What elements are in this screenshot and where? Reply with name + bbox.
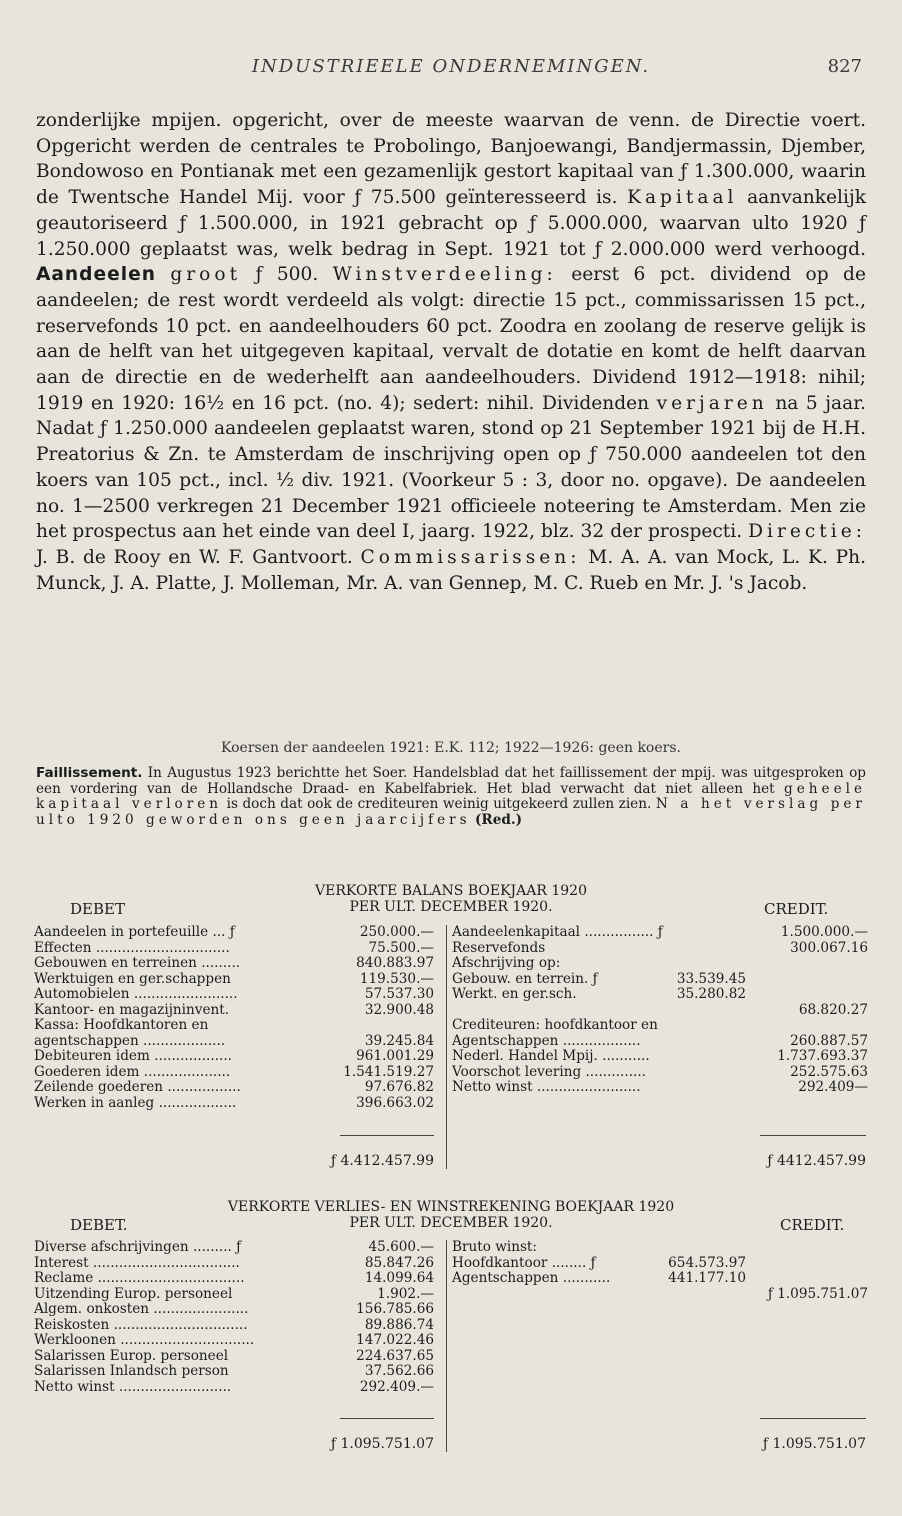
ledger-row-amount — [750, 1018, 868, 1033]
ledger-row-amount: 252.575.63 — [790, 1063, 868, 1080]
ledger-row-subamount — [656, 1065, 746, 1080]
ledger-row-amount: 300.067.16 — [790, 939, 868, 956]
balans-divider — [446, 925, 447, 1169]
ledger-row-amount: 1.902.— — [377, 1285, 434, 1302]
ledger-row-amount: 292.409.— — [359, 1378, 434, 1395]
ledger-row-label: Kantoor- en magazijninvent. — [34, 1001, 230, 1018]
running-header — [36, 56, 866, 86]
vw-divider — [446, 1240, 447, 1452]
ledger-row-amount: 14.099.64 — [364, 1270, 434, 1286]
ledger-row-label: agentschappen ................... — [34, 1032, 226, 1049]
ledger-row-amount: 68.820.27 — [798, 1001, 868, 1018]
red-note: (Red.) — [474, 811, 523, 828]
text-run: na 5 jaar. Nadat ƒ 1.250.000 aandeelen geplaatst waren, stond op 21 September 1921 bij de H.H. Preatorius & Zn. te Amsterdam de inschrijving open op ƒ 750.000 aandeelen tot den koers van 105 pct., incl. ½ div. 1921. (Voorkeur 5 : 3, door no. opgave). De aandeelen no. 1—2500 verkregen 21 December 1921 officieele noteering te Amsterdam. Men zie het prospectus aan het einde van deel I, jaarg. 1922, blz. 32 der prospecti. — [36, 392, 866, 543]
balans-debet-header: DEBET — [70, 900, 125, 918]
ledger-row-amount — [750, 972, 868, 987]
ledger-row-label: Zeilende goederen ................. — [34, 1079, 241, 1095]
ledger-row-label: Interest .................................. — [34, 1254, 240, 1271]
spaced-text: N a het verslag per ulto 1920 geworden ons geen jaarcijfers — [36, 796, 866, 828]
groot-label: groot — [170, 264, 242, 286]
vw-title: VERKORTE VERLIES- EN WINSTREKENING BOEKJAAR 1920 — [227, 1199, 675, 1215]
vw-total-debet: ƒ 1.095.751.07 — [330, 1436, 434, 1452]
faillissement-heading: Faillissement. — [36, 765, 143, 781]
ledger-row-label: Salarissen Europ. personeel — [34, 1347, 229, 1364]
ledger-row-amount — [324, 1018, 434, 1033]
vw-credit-header: CREDIT. — [780, 1216, 845, 1234]
ledger-row-amount: 45.600.— — [368, 1239, 434, 1255]
ledger-row-subamount — [656, 1018, 746, 1033]
ledger-row-amount: 292.409— — [798, 1079, 868, 1095]
ledger-row-label: Gebouw. en terrein. ƒ — [452, 970, 598, 987]
ledger-row-label: Werken in aanleg .................. — [34, 1094, 237, 1111]
ledger-row-amount: 156.785.66 — [356, 1301, 434, 1317]
ledger-row-amount: 1.541.519.27 — [343, 1063, 434, 1080]
ledger-row-subamount — [656, 925, 746, 940]
ledger-row-amount: 840.883.97 — [356, 955, 434, 971]
company-description — [36, 108, 866, 596]
koersen-line: Koersen der aandeelen 1921: E.K. 112; 1922—1926: geen koers. — [221, 740, 681, 756]
directie-label: Directie: — [748, 521, 866, 543]
ledger-row-amount — [750, 1256, 868, 1271]
verjaren-label: verjaren — [656, 392, 768, 414]
ledger-row-amount: 396.663.02 — [356, 1094, 434, 1111]
text-run: J. B. de Rooy en W. F. Gantvoort. — [36, 546, 353, 568]
text-run: zonderlijke mpijen. opgericht, over de meeste waarvan de venn. de Directie voert. Opgericht werden de centrales te Probolingo, Banjoewangi, Bandjermassin, Djember, Bondowoso en Pontianak met een gezamenlijk gestort kapitaal van ƒ 1.300.000, waarin de Twentsche Handel Mij. voor ƒ 75.500 geïnteresseerd is. — [36, 110, 866, 209]
ledger-row-label: Afschrijving op: — [452, 955, 561, 971]
balans-title: VERKORTE BALANS BOEKJAAR 1920 — [315, 883, 587, 899]
vw-debet-table — [34, 1240, 446, 1420]
rule — [760, 1418, 866, 1419]
ledger-row-amount: 89.886.74 — [364, 1316, 434, 1333]
ledger-row-amount: 961.001.29 — [356, 1048, 434, 1064]
balans-total-debet: ƒ 4.412.457.99 — [330, 1153, 434, 1169]
ledger-row-subamount: 35.280.82 — [676, 986, 746, 1002]
ledger-row-subamount — [656, 1003, 746, 1018]
ledger-row-subamount — [656, 1034, 746, 1049]
ledger-row-label: Voorschot levering .............. — [452, 1063, 646, 1080]
ledger-row-label: Werktuigen en ger.schappen — [34, 970, 231, 987]
ledger-row-label: Aandeelen in portefeuille ... ƒ — [34, 924, 235, 940]
ledger-row-subamount — [656, 1240, 746, 1255]
text-run: eerst 6 pct. dividend op de aandeelen; de rest wordt verdeeld als volgt: directie 15 pct., commissarissen 15 pct., reservefonds 10 pct. en aandeelhouders 60 pct. Zoodra en zoolang de reserve gelijk is aan de helft van het uitgegeven kapitaal, vervalt de dotatie en komt de helft daarvan aan de directie en de wederhelft aan aandeelhouders. Dividend 1912—1918: nihil; 1919 en 1920: 16½ en 16 pct. (no. 4); sedert: nihil. Dividenden — [36, 264, 866, 414]
ledger-row-amount: 250.000.— — [359, 924, 434, 940]
ledger-row-label: Bruto winst: — [452, 1239, 537, 1255]
ledger-row-amount: 75.500.— — [368, 939, 434, 956]
ledger-row-label: Reclame .................................. — [34, 1270, 245, 1286]
vw-subtitle: PER ULT. DECEMBER 1920. — [349, 1215, 553, 1231]
balans-total-credit: ƒ 4412.457.99 — [767, 1153, 866, 1169]
aandeelen-label: Aandeelen — [36, 264, 156, 286]
ledger-row-amount: 97.676.82 — [364, 1079, 434, 1095]
ledger-row-label: Automobielen ........................ — [34, 986, 238, 1002]
ledger-row-amount: 32.900.48 — [364, 1001, 434, 1018]
ledger-row-amount: 147.022.46 — [356, 1332, 434, 1348]
ledger-row-label: Aandeelenkapitaal ................ ƒ — [452, 924, 663, 940]
ledger-row-label: Hoofdkantoor ........ ƒ — [452, 1254, 596, 1271]
rule — [340, 1418, 434, 1419]
ledger-row-amount: 224.637.65 — [356, 1347, 434, 1364]
text-run: In Augustus 1923 berichtte het Soer. Handelsblad dat het faillissement der mpij. was uitgesproken op een vordering van de Hollandsche Draad- en Kabelfabriek. Het blad verwacht dat niet alleen het — [36, 765, 867, 797]
ledger-row-amount: ƒ 1.095.751.07 — [767, 1285, 868, 1302]
ledger-row-subamount — [656, 1049, 746, 1064]
rule — [340, 1135, 434, 1136]
ledger-row-label: Netto winst ........................ — [452, 1079, 641, 1095]
balans-credit-header: CREDIT. — [764, 900, 829, 918]
ledger-row-subamount — [656, 1287, 746, 1302]
ledger-row-label: Gebouwen en terreinen ......... — [34, 955, 241, 971]
page-title: INDUSTRIEELE ONDERNEMINGEN. — [251, 56, 651, 77]
ledger-row-amount: 39.245.84 — [364, 1032, 434, 1049]
balans-credit-table — [452, 925, 868, 1135]
ledger-row-label: Salarissen Inlandsch person — [34, 1363, 229, 1379]
balans-debet-table — [34, 925, 446, 1135]
ledger-row-amount — [750, 1240, 868, 1255]
text-run: aanvankelijk geautoriseerd ƒ 1.500.000, in 1921 gebracht op ƒ 5.000.000, waarvan ulto 1920 ƒ 1.250.000 geplaatst was, welk bedrag in Sept. 1921 tot ƒ 2.000.000 werd verhoogd. — [36, 187, 866, 260]
winstverdeeling-label: Winstverdeeling: — [332, 264, 557, 286]
text-run: M. A. A. van Mock, L. K. Ph. Munck, J. A. Platte, J. Molleman, Mr. A. van Gennep, M. C. Rueb en Mr. J. 's Jacob. — [36, 546, 867, 594]
ledger-row-label: Netto winst .......................... — [34, 1378, 232, 1395]
ledger-row-label: Diverse afschrijvingen ......... ƒ — [34, 1239, 242, 1255]
ledger-row-amount: 85.847.26 — [364, 1254, 434, 1271]
ledger-row-label: Debiteuren idem .................. — [34, 1048, 232, 1064]
ledger-row-label: Crediteuren: hoofdkantoor en — [452, 1017, 658, 1033]
ledger-row-label: Agentschappen ........... — [452, 1270, 611, 1286]
ledger-row-amount: 37.562.66 — [364, 1363, 434, 1379]
kapitaal-label: Kapitaal — [627, 187, 738, 209]
ledger-row-amount — [750, 956, 868, 971]
ledger-row-label: Reiskosten ............................... — [34, 1316, 248, 1333]
text-run: ƒ 500. — [255, 264, 319, 286]
ledger-row-amount: 57.537.30 — [364, 986, 434, 1002]
ledger-row-label: Uitzending Europ. personeel — [34, 1285, 233, 1302]
ledger-row-label: Nederl. Handel Mpij. ........... — [452, 1048, 650, 1064]
ledger-row-label: Werkt. en ger.sch. — [452, 986, 577, 1002]
ledger-row-subamount: 33.539.45 — [676, 970, 746, 987]
rule — [760, 1135, 866, 1136]
ledger-row-subamount: 441.177.10 — [668, 1270, 746, 1286]
vw-debet-header: DEBET. — [70, 1216, 128, 1234]
ledger-row-amount — [750, 1271, 868, 1286]
ledger-row-label: Algem. onkosten ...................... — [34, 1301, 249, 1317]
ledger-row-label: Kassa: Hoofdkantoren en — [34, 1017, 209, 1033]
faillissement-note — [36, 766, 866, 828]
ledger-row-label: Effecten ............................... — [34, 939, 230, 956]
vw-credit-table — [452, 1240, 868, 1320]
text-run: is doch dat ook de crediteuren weinig uitgekeerd zullen zien. — [226, 796, 652, 812]
ledger-row-subamount: 654.573.97 — [668, 1254, 746, 1271]
ledger-row-label: Reservefonds — [452, 939, 546, 956]
balans-subtitle: PER ULT. DECEMBER 1920. — [349, 899, 553, 915]
ledger-row-amount: 1.500.000.— — [780, 924, 868, 940]
spaced-text: geheele kapitaal verloren — [36, 780, 867, 812]
ledger-row-amount: 1.737.693.37 — [777, 1048, 868, 1064]
ledger-row-subamount — [656, 956, 746, 971]
page-number: 827 — [827, 56, 862, 77]
ledger-row-amount — [750, 987, 868, 1002]
ledger-row-label: Goederen idem .................... — [34, 1063, 231, 1080]
ledger-row-subamount — [656, 1080, 746, 1095]
ledger-row-label: Agentschappen .................. — [452, 1032, 641, 1049]
ledger-row-amount: 119.530.— — [359, 970, 434, 987]
commissarissen-label: Commissarissen: — [360, 546, 581, 568]
ledger-row-label: Werkloonen ............................... — [34, 1332, 255, 1348]
vw-total-credit: ƒ 1.095.751.07 — [762, 1436, 866, 1452]
ledger-row-subamount — [656, 941, 746, 956]
ledger-row-amount: 260.887.57 — [790, 1032, 868, 1049]
